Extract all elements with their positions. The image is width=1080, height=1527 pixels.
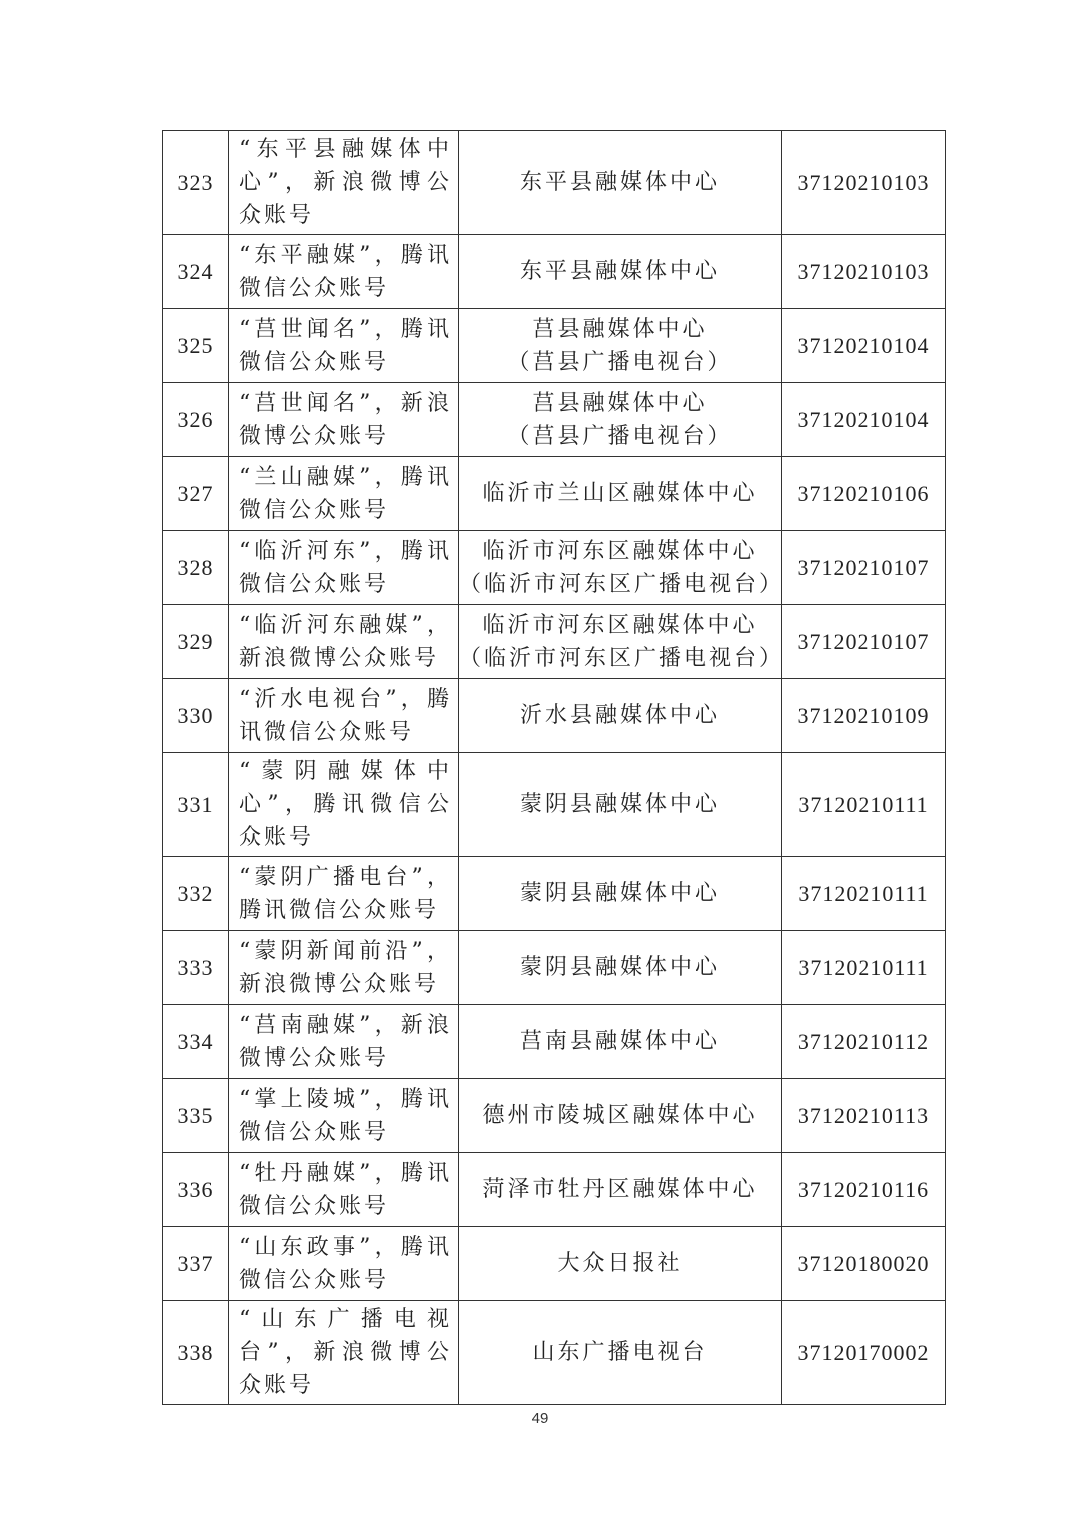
cell-code: 37120210112 (782, 1005, 946, 1079)
cell-account-name: “临沂河东融媒”，新浪微博公众账号 (229, 605, 459, 679)
table-row (163, 1153, 946, 1227)
organization-line: （临沂市河东区广播电视台） (459, 571, 785, 597)
organization-line: 大众日报社 (557, 1251, 683, 1276)
organization-line: 蒙阴县融媒体中心 (519, 792, 720, 817)
cell-code: 37120170002 (782, 1301, 946, 1405)
cell-code: 37120210111 (782, 753, 946, 857)
cell-account-name: “东平县融媒体中心”，新浪微博公众账号 (229, 131, 459, 235)
table-row (163, 605, 946, 679)
table-row (163, 679, 946, 753)
cell-account-name: “掌上陵城”，腾讯微信公众账号 (229, 1079, 459, 1153)
table-row (163, 753, 946, 857)
table-row (163, 383, 946, 457)
cell-index: 336 (163, 1153, 229, 1227)
table-row (163, 235, 946, 309)
cell-index: 330 (163, 679, 229, 753)
cell-code: 37120210106 (782, 457, 946, 531)
cell-code: 37120210111 (782, 857, 946, 931)
cell-organization (459, 1301, 782, 1405)
cell-index: 324 (163, 235, 229, 309)
cell-organization (459, 309, 782, 383)
cell-organization (459, 1153, 782, 1227)
table-row (163, 1227, 946, 1301)
cell-index: 329 (163, 605, 229, 679)
cell-account-name: “莒南融媒”，新浪微博公众账号 (229, 1005, 459, 1079)
cell-organization (459, 235, 782, 309)
table-row (163, 931, 946, 1005)
cell-code: 37120210116 (782, 1153, 946, 1227)
page-number: 49 (531, 1410, 549, 1427)
cell-index: 337 (163, 1227, 229, 1301)
cell-code: 37120210103 (782, 235, 946, 309)
cell-index: 326 (163, 383, 229, 457)
cell-account-name: “蒙阴新闻前沿”，新浪微博公众账号 (229, 931, 459, 1005)
organization-line: 莒南县融媒体中心 (519, 1029, 720, 1054)
cell-account-name: “东平融媒”，腾讯微信公众账号 (229, 235, 459, 309)
cell-index: 325 (163, 309, 229, 383)
cell-organization (459, 1227, 782, 1301)
cell-index: 332 (163, 857, 229, 931)
cell-index: 334 (163, 1005, 229, 1079)
cell-code: 37120210107 (782, 605, 946, 679)
cell-index: 323 (163, 131, 229, 235)
table-row (163, 457, 946, 531)
cell-organization (459, 131, 782, 235)
cell-account-name: “牡丹融媒”，腾讯微信公众账号 (229, 1153, 459, 1227)
cell-code: 37120180020 (782, 1227, 946, 1301)
cell-organization (459, 1005, 782, 1079)
cell-code: 37120210113 (782, 1079, 946, 1153)
cell-index: 327 (163, 457, 229, 531)
cell-code: 37120210104 (782, 383, 946, 457)
cell-organization (459, 1079, 782, 1153)
cell-code: 37120210111 (782, 931, 946, 1005)
cell-index: 331 (163, 753, 229, 857)
cell-code: 37120210107 (782, 531, 946, 605)
cell-organization (459, 679, 782, 753)
table-row (163, 531, 946, 605)
cell-account-name: “莒世闻名”，新浪微博公众账号 (229, 383, 459, 457)
cell-organization (459, 857, 782, 931)
organization-line: 临沂市河东区融媒体中心 (482, 538, 758, 564)
cell-account-name: “蒙阴融媒体中心”，腾讯微信公众账号 (229, 753, 459, 857)
cell-organization (459, 931, 782, 1005)
organization-line: （临沂市河东区广播电视台） (459, 645, 785, 671)
table-row (163, 857, 946, 931)
organization-line: 德州市陵城区融媒体中心 (482, 1103, 758, 1128)
cell-index: 328 (163, 531, 229, 605)
table-row (163, 1079, 946, 1153)
cell-organization (459, 605, 785, 679)
organization-line: 山东广播电视台 (532, 1340, 708, 1365)
organization-line: （莒县广播电视台） (507, 423, 733, 449)
cell-account-name: “沂水电视台”，腾讯微信公众账号 (229, 679, 459, 753)
organization-line: 东平县融媒体中心 (519, 170, 720, 195)
cell-index: 335 (163, 1079, 229, 1153)
organization-line: 东平县融媒体中心 (519, 259, 720, 284)
cell-index: 333 (163, 931, 229, 1005)
organization-line: 莒县融媒体中心 (532, 316, 708, 342)
organization-line: 莒县融媒体中心 (532, 390, 708, 416)
cell-organization (459, 457, 782, 531)
cell-account-name: “山东广播电视台”，新浪微博公众账号 (229, 1301, 459, 1405)
organization-line: 蒙阴县融媒体中心 (519, 955, 720, 980)
cell-organization (459, 531, 785, 605)
cell-account-name: “蒙阴广播电台”，腾讯微信公众账号 (229, 857, 459, 931)
cell-account-name: “兰山融媒”，腾讯微信公众账号 (229, 457, 459, 531)
organization-line: 临沂市兰山区融媒体中心 (482, 481, 758, 506)
table-row (163, 131, 946, 235)
organization-line: 菏泽市牡丹区融媒体中心 (482, 1177, 758, 1202)
organization-line: 蒙阴县融媒体中心 (519, 881, 720, 906)
cell-index: 338 (163, 1301, 229, 1405)
organization-line: （莒县广播电视台） (507, 349, 733, 375)
table-row (163, 1301, 946, 1405)
cell-code: 37120210104 (782, 309, 946, 383)
account-table (162, 130, 946, 1405)
cell-account-name: “山东政事”，腾讯微信公众账号 (229, 1227, 459, 1301)
cell-organization (459, 383, 782, 457)
table-body (163, 131, 946, 1405)
table-row (163, 309, 946, 383)
cell-code: 37120210103 (782, 131, 946, 235)
cell-account-name: “临沂河东”，腾讯微信公众账号 (229, 531, 459, 605)
cell-account-name: “莒世闻名”，腾讯微信公众账号 (229, 309, 459, 383)
cell-organization (459, 753, 782, 857)
organization-line: 临沂市河东区融媒体中心 (482, 612, 758, 638)
cell-code: 37120210109 (782, 679, 946, 753)
table-row (163, 1005, 946, 1079)
organization-line: 沂水县融媒体中心 (519, 703, 720, 728)
